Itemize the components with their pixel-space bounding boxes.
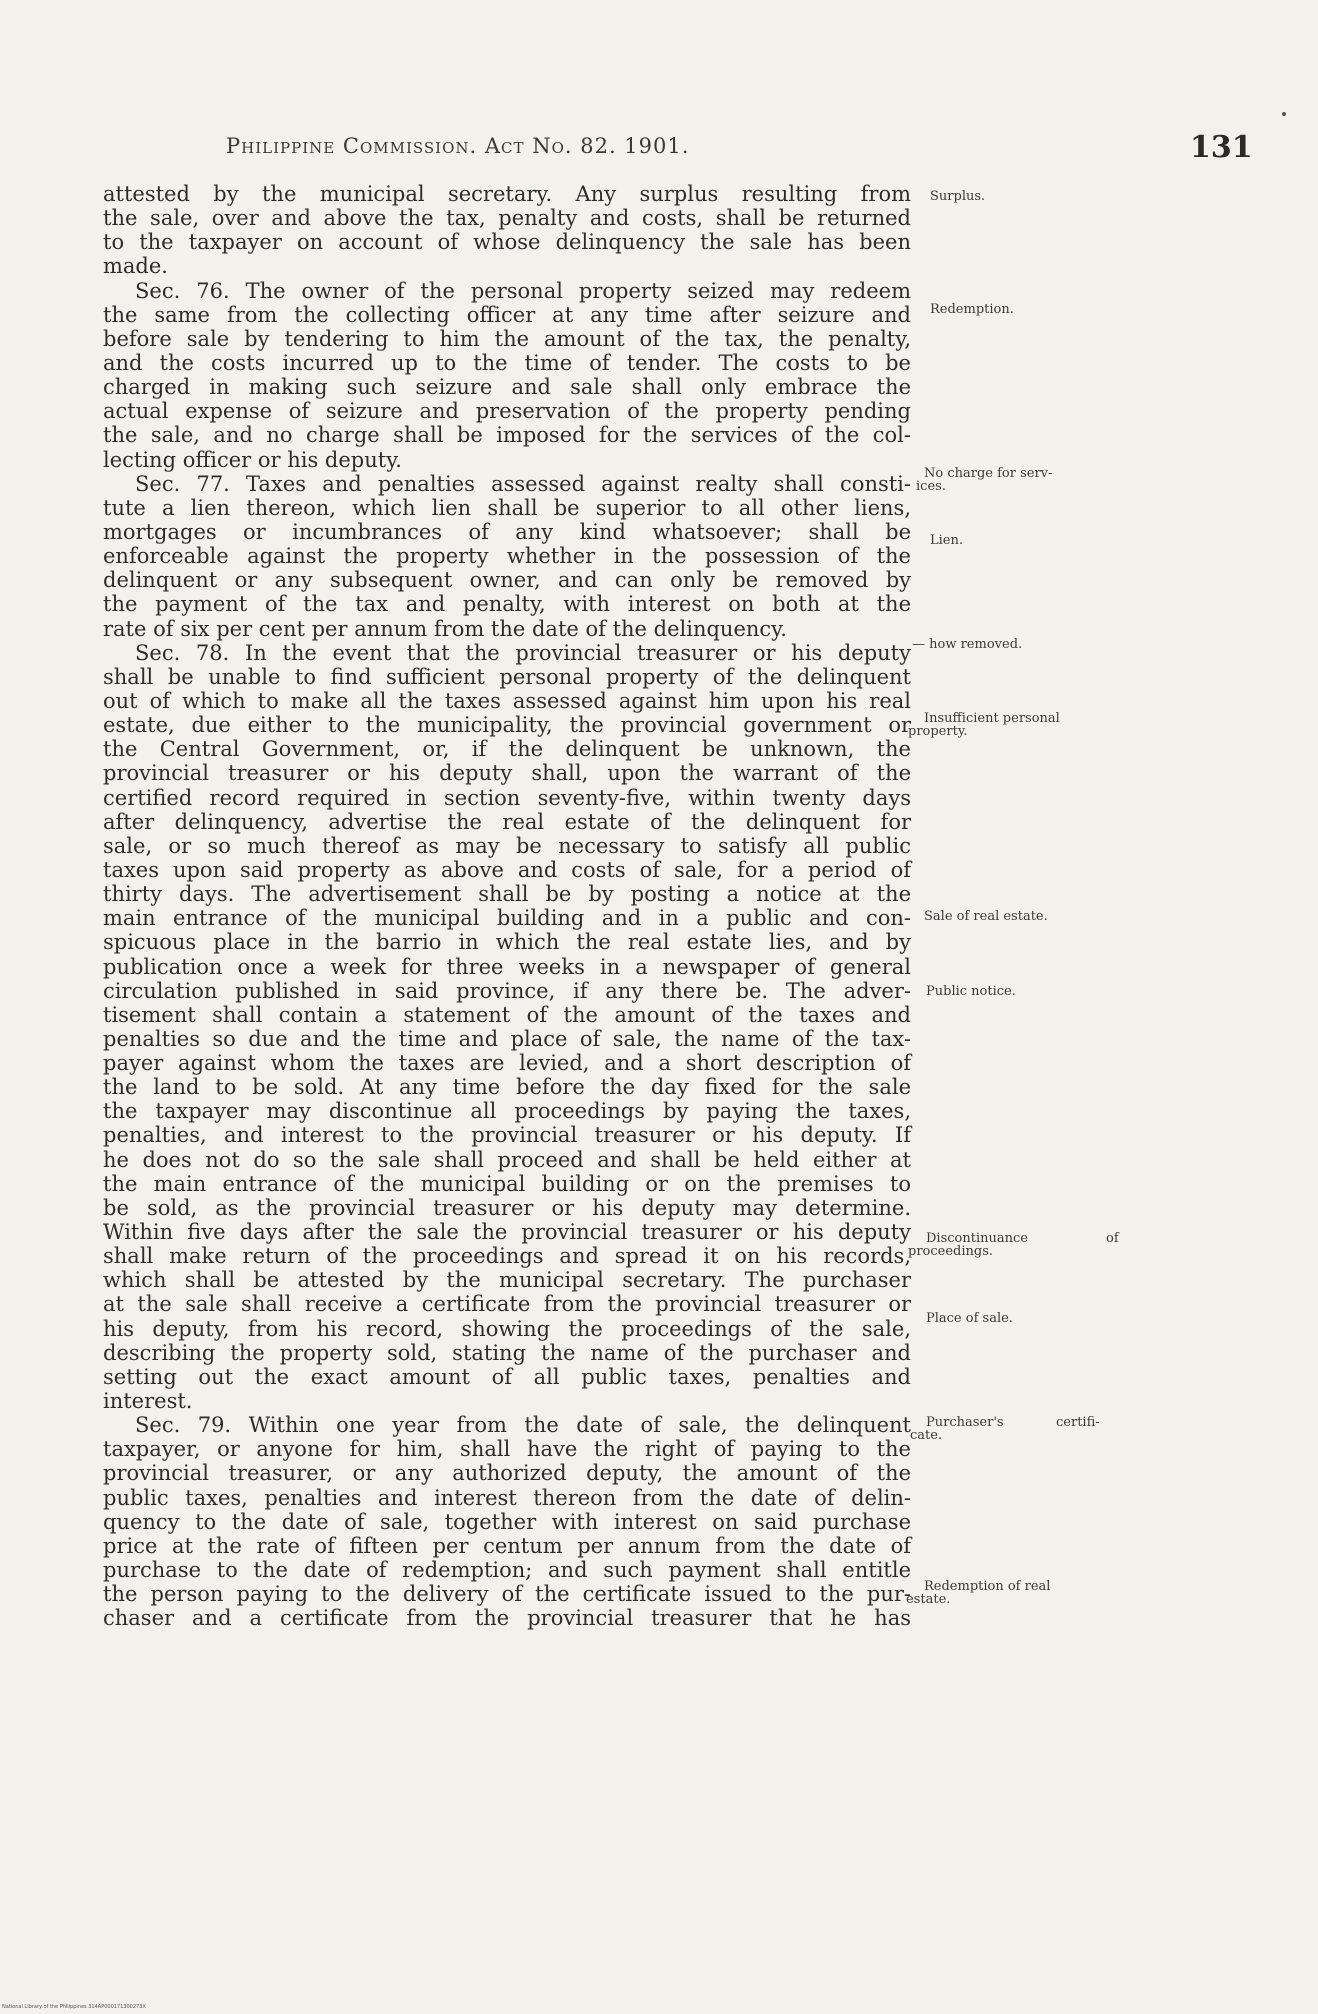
text-line: interest. <box>103 1389 193 1414</box>
margin-note-public-notice: Public notice. <box>926 984 1016 999</box>
text-line: the sale, and no charge shall be imposed for the services of the col- <box>103 423 911 448</box>
text-line: Sec. 79. Within one year from the date of sale, the delinquent <box>135 1413 911 1438</box>
margin-note-sale-of-real-estate: Sale of real estate. <box>924 909 1048 924</box>
text-line: rate of six per cent per annum from the date of the delinquency. <box>103 616 787 641</box>
text-line: provincial treasurer, or any authorized deputy, the amount of the <box>103 1461 911 1486</box>
text-line: publication once a week for three weeks in a newspaper of general <box>103 954 911 979</box>
margin-note-lien: Lien. <box>930 533 963 548</box>
text-line: spicuous place in the barrio in which the real estate lies, and by <box>103 930 911 955</box>
margin-note-insufficient-property: Insufficient personal property. <box>908 711 1060 739</box>
text-line: shall make return of the proceedings and spread it on his records, <box>103 1244 911 1269</box>
text-line: certified record required in section seventy-five, within twenty days <box>103 785 911 810</box>
text-line: lecting officer or his deputy. <box>103 447 402 472</box>
margin-note-how-removed: — how removed. <box>912 637 1023 652</box>
footer-credit: National Library of the Philippines 314AP000171300273X <box>2 2004 146 2010</box>
text-line: setting out the exact amount of all public taxes, penalties and <box>103 1364 911 1389</box>
text-line: chaser and a certificate from the provincial treasurer that he has <box>103 1606 911 1631</box>
text-line: the taxpayer may discontinue all proceedings by paying the taxes, <box>103 1099 911 1124</box>
text-line: charged in making such seizure and sale shall only embrace the <box>103 375 911 400</box>
text-line: tisement shall contain a statement of the amount of the taxes and <box>103 1002 911 1027</box>
text-line: the main entrance of the municipal building or on the premises to <box>103 1171 911 1196</box>
text-line: taxes upon said property as above and costs of sale, for a period of <box>103 857 911 882</box>
text-line: attested by the municipal secretary. Any surplus resulting from <box>103 182 911 206</box>
text-line: the land to be sold. At any time before the day fixed for the sale <box>103 1075 911 1100</box>
text-line: made. <box>103 254 168 279</box>
text-line: mortgages or incumbrances of any kind whatsoever; shall be <box>103 519 911 544</box>
running-head: Philippine Commission. Act No. 82. 1901. <box>226 134 690 158</box>
text-line: the Central Government, or, if the delinquent be unknown, the <box>103 737 911 762</box>
text-line: penalties, and interest to the provincial treasurer or his deputy. If <box>103 1123 911 1148</box>
text-line: the person paying to the delivery of the certificate issued to the pur- <box>103 1582 911 1607</box>
text-line: payer against whom the taxes are levied, and a short description of <box>103 1051 911 1076</box>
scan-speck <box>1282 112 1286 116</box>
text-line: enforceable against the property whether in the possession of the <box>103 544 911 569</box>
text-line: actual expense of seizure and preservation of the property pending <box>103 399 911 424</box>
text-line: he does not do so the sale shall proceed and shall be held either at <box>103 1147 911 1172</box>
text-line: quency to the date of sale, together with interest on said purchase <box>103 1509 911 1534</box>
text-line: the payment of the tax and penalty, with interest on both at the <box>103 592 911 617</box>
text-line: out of which to make all the taxes assessed against him upon his real <box>103 688 911 713</box>
text-line: describing the property sold, stating the name of the purchaser and <box>103 1340 911 1365</box>
text-line: purchase to the date of redemption; and such payment shall entitle <box>103 1558 911 1583</box>
margin-note-redemption-of-real-estate: Redemption of real estate. <box>906 1579 1051 1607</box>
text-line: public taxes, penalties and interest thereon from the date of delin- <box>103 1485 911 1510</box>
margin-note-place-of-sale: Place of sale. <box>926 1311 1013 1326</box>
text-line: provincial treasurer or his deputy shall, upon the warrant of the <box>103 761 911 786</box>
text-line: Within five days after the sale the provincial treasurer or his deputy <box>103 1220 911 1245</box>
margin-note-no-charge: No charge for serv- ices. <box>916 466 1053 494</box>
text-line: the sale, over and above the tax, penalty and costs, shall be returned <box>103 206 911 231</box>
margin-note-purchasers-certificate: Purchaser's certifi- cate. <box>910 1415 1100 1443</box>
page-number: 131 <box>1190 130 1253 165</box>
text-line: taxpayer, or anyone for him, shall have the right of paying to the <box>103 1437 911 1462</box>
text-line: penalties so due and the time and place of sale, the name of the tax- <box>103 1026 911 1051</box>
text-line: Sec. 78. In the event that the provincial treasurer or his deputy <box>135 640 911 665</box>
text-line: Sec. 77. Taxes and penalties assessed against realty shall consti- <box>135 471 911 496</box>
text-line: at the sale shall receive a certificate from the provincial treasurer or <box>103 1292 911 1317</box>
text-line: his deputy, from his record, showing the proceedings of the sale, <box>103 1316 911 1341</box>
margin-note-redemption: Redemption. <box>930 302 1014 317</box>
text-line: main entrance of the municipal building and in a public and con- <box>103 906 911 931</box>
text-line: delinquent or any subsequent owner, and can only be removed by <box>103 568 911 593</box>
text-line: thirty days. The advertisement shall be by posting a notice at the <box>103 882 911 907</box>
text-line: circulation published in said province, if any there be. The adver- <box>103 978 911 1003</box>
text-line: before sale by tendering to him the amount of the tax, the penalty, <box>103 326 911 351</box>
text-line: to the taxpayer on account of whose delinquency the sale has been <box>103 230 911 255</box>
margin-note-discontinuance: Discontinuance of proceedings. <box>908 1231 1119 1259</box>
text-line: price at the rate of fifteen per centum per annum from the date of <box>103 1533 911 1558</box>
text-line: be sold, as the provincial treasurer or his deputy may determine. <box>103 1195 911 1220</box>
body-text <box>103 182 911 1630</box>
text-line: which shall be attested by the municipal secretary. The purchaser <box>103 1268 911 1293</box>
text-line: estate, due either to the municipality, the provincial government or <box>103 713 911 738</box>
text-line: shall be unable to find sufficient personal property of the delinquent <box>103 664 911 689</box>
text-line: tute a lien thereon, which lien shall be superior to all other liens, <box>103 495 911 520</box>
text-line: after delinquency, advertise the real estate of the delinquent for <box>103 809 911 834</box>
text-line: sale, or so much thereof as may be necessary to satisfy all public <box>103 833 911 858</box>
text-line: and the costs incurred up to the time of tender. The costs to be <box>103 350 911 375</box>
margin-note-surplus: Surplus. <box>930 189 986 204</box>
text-line: Sec. 76. The owner of the personal property seized may redeem <box>135 278 911 303</box>
text-line: the same from the collecting officer at any time after seizure and <box>103 302 911 327</box>
